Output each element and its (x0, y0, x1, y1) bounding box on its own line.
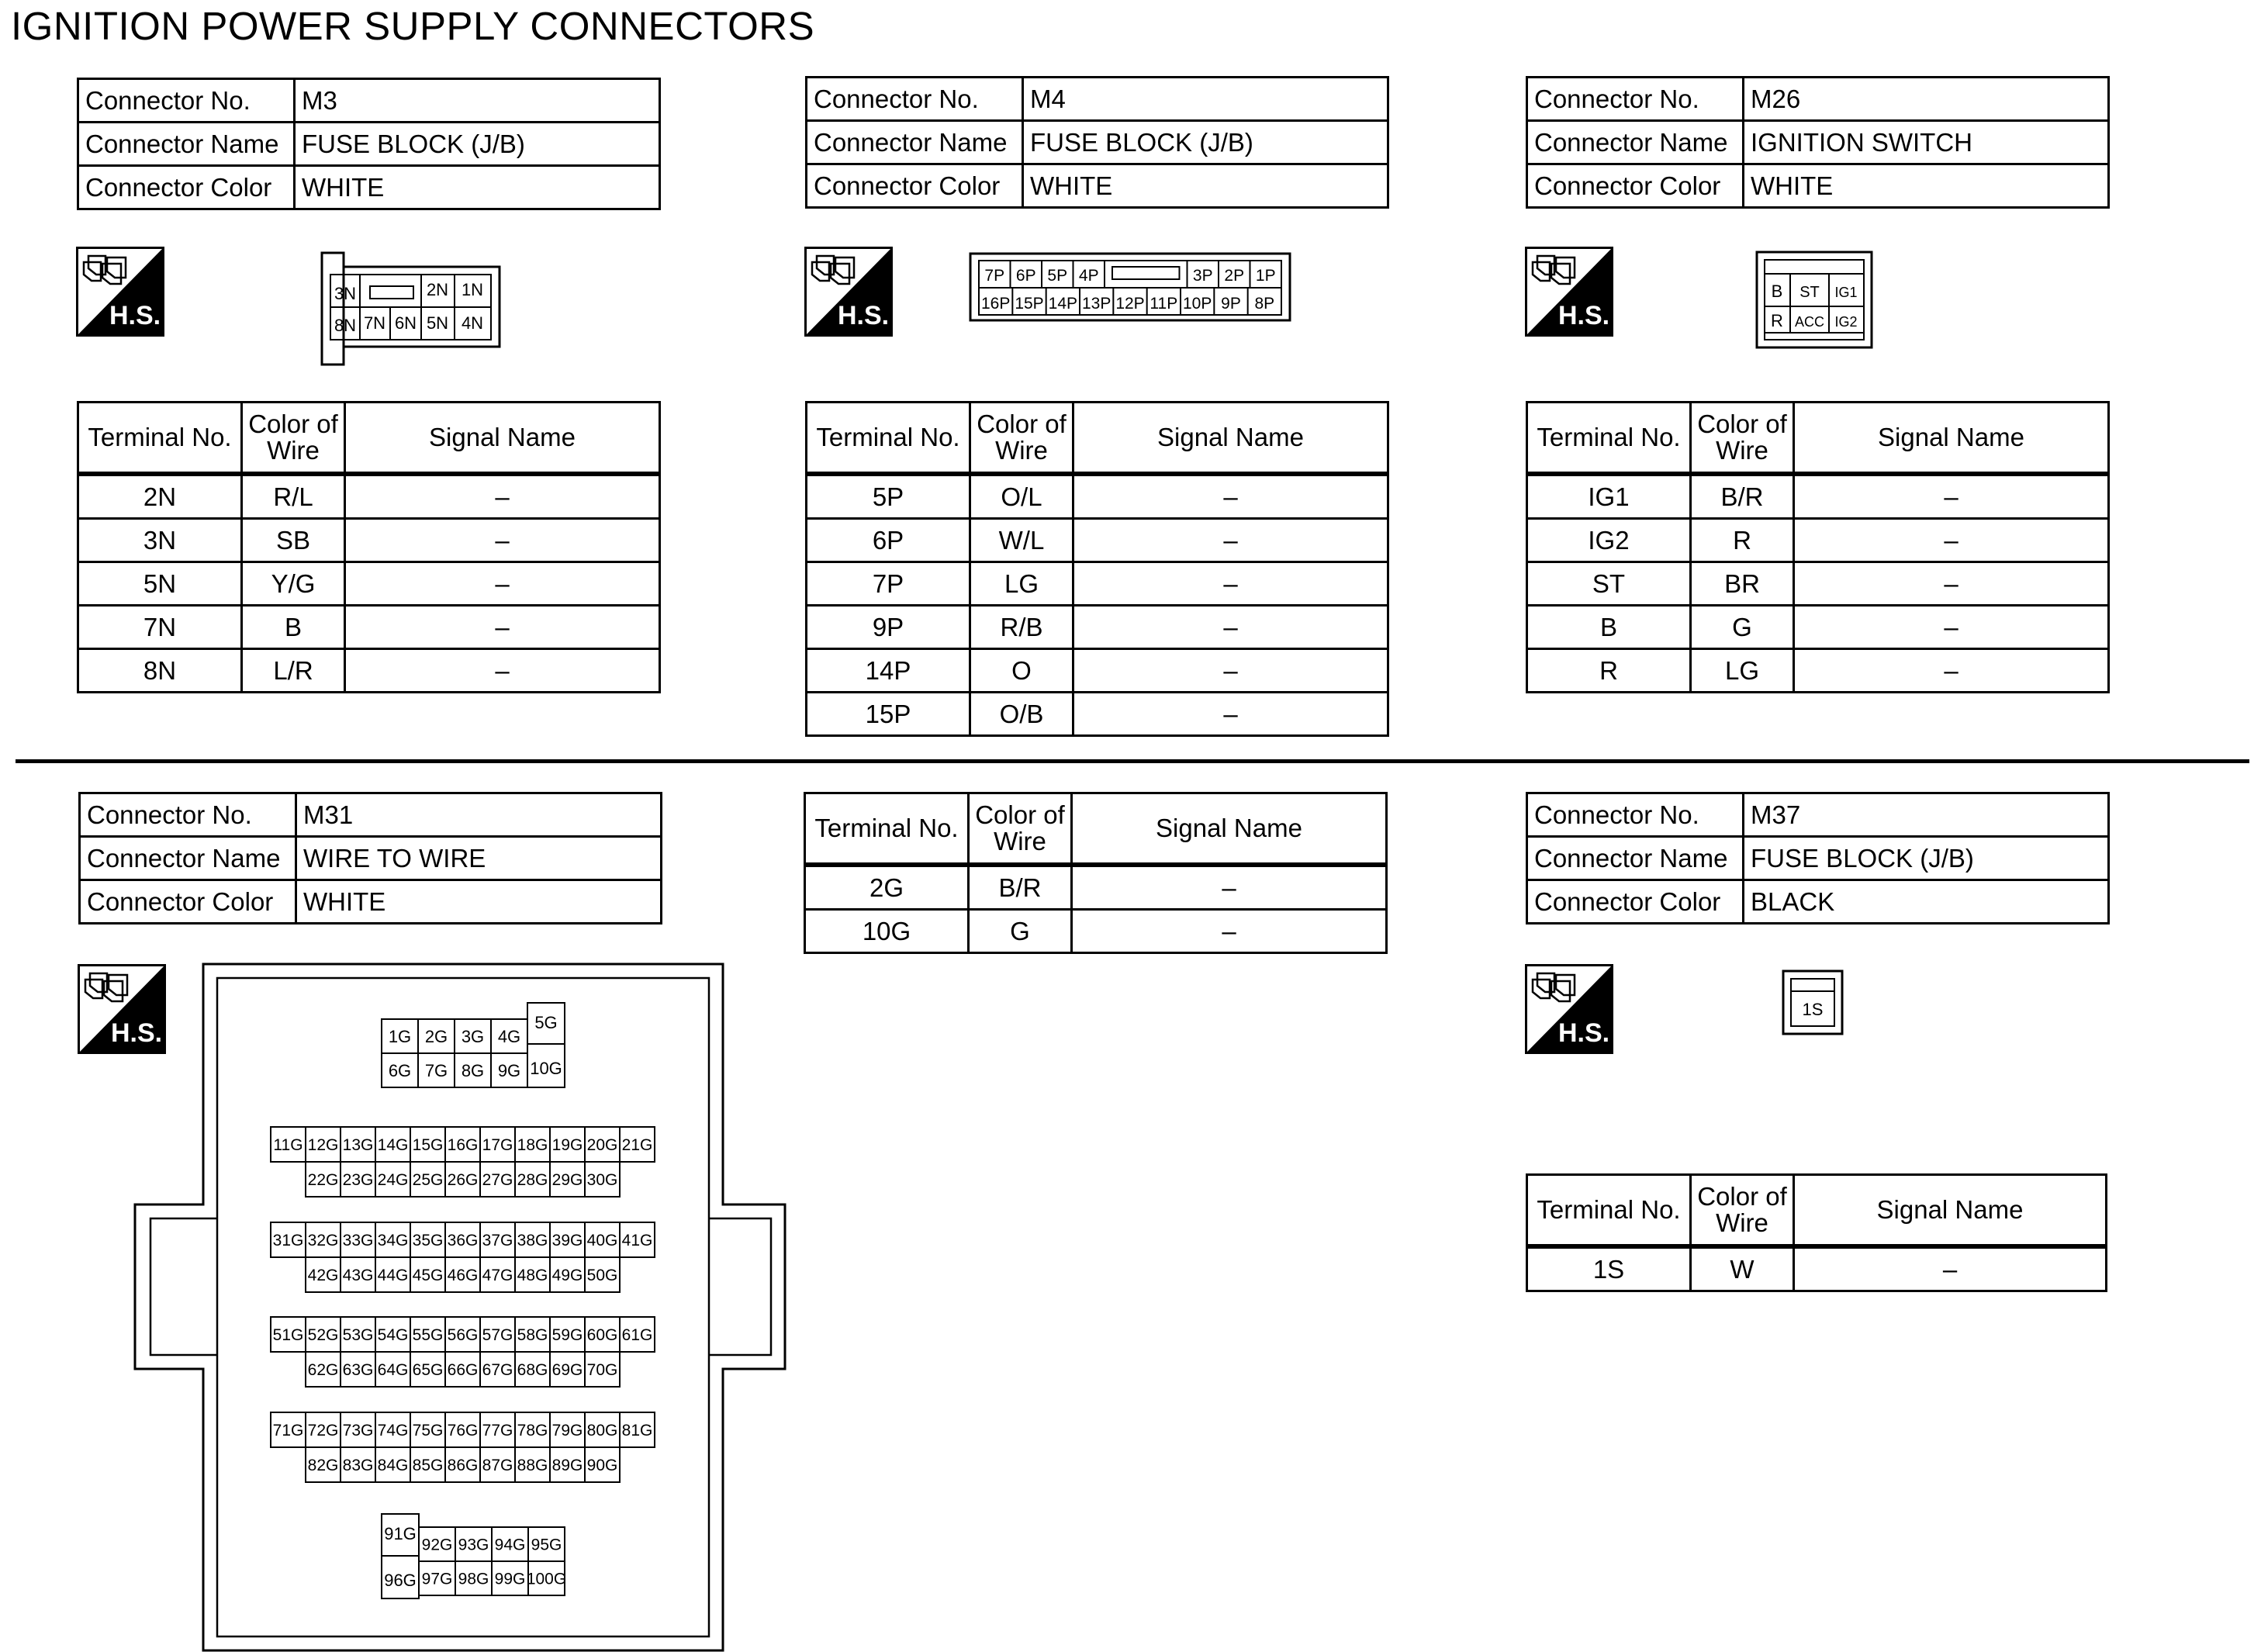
m31-face-terminal: 81G (621, 1422, 653, 1440)
signal-name-header: Signal Name (345, 403, 660, 475)
m3-face-6n: 6N (394, 313, 417, 333)
signal-name-header: Signal Name (1072, 793, 1387, 866)
hs-icon-graphic (1525, 964, 1613, 1054)
m4-face-terminal: 3P (1192, 267, 1213, 285)
m31-face-terminal: 2G (424, 1026, 448, 1046)
m31-face-terminal: 91G (384, 1524, 417, 1543)
connector-no-label: Connector No. (807, 78, 1023, 121)
hs-label: H.S. (1557, 301, 1610, 330)
terminal-no: 2G (805, 865, 969, 910)
signal-name-header: Signal Name (1794, 403, 2109, 475)
harness-side-icon (1525, 964, 1613, 1054)
hs-icon-graphic (76, 247, 164, 337)
m31-face-terminal: 80G (586, 1422, 618, 1440)
m31-face-terminal: 22G (307, 1171, 339, 1190)
m26-terminal-table (1526, 401, 2110, 693)
m31-face-terminal: 7G (424, 1060, 448, 1080)
m4-face-terminal: 9P (1221, 295, 1241, 313)
connector-no-value: M37 (1744, 793, 2109, 837)
wire-color: R/B (970, 606, 1073, 649)
wire-color: O (970, 649, 1073, 693)
wire-color: W (1691, 1246, 1794, 1291)
signal-name: – (345, 562, 660, 606)
m31-face-terminal: 17G (482, 1136, 513, 1155)
m4-connector-face (969, 252, 1291, 322)
m4-face-terminal: 1P (1255, 267, 1276, 285)
m31-face-terminal: 64G (377, 1361, 409, 1380)
m3-connector-face (320, 251, 501, 366)
wire-color: LG (970, 562, 1073, 606)
connector-color-label: Connector Color (1527, 880, 1744, 924)
m37-terminal-table (1526, 1173, 2107, 1292)
m31-face-terminal: 32G (307, 1232, 339, 1250)
m31-face-terminal: 51G (272, 1326, 304, 1345)
wire-color: B/R (969, 865, 1072, 910)
m4-face-terminal: 5P (1047, 267, 1068, 285)
hs-label: H.S. (109, 301, 161, 330)
hs-icon-graphic (1525, 247, 1613, 337)
m3-face-2n: 2N (426, 280, 449, 299)
signal-name: – (1794, 606, 2109, 649)
m31-face-terminal: 37G (482, 1232, 513, 1250)
wire-color: Y/G (242, 562, 345, 606)
connector-color-label: Connector Color (78, 166, 295, 209)
m31-face-terminal: 63G (342, 1361, 374, 1380)
terminal-no: 5N (78, 562, 242, 606)
signal-name: – (1073, 606, 1388, 649)
connector-no-value: M3 (295, 79, 660, 123)
connector-no-label: Connector No. (1527, 793, 1744, 837)
m31-face-terminal: 20G (586, 1136, 618, 1155)
m31-face-terminal: 10G (530, 1059, 562, 1078)
connector-color-label: Connector Color (80, 880, 296, 924)
m31-face-terminal: 58G (517, 1326, 548, 1345)
wire-color: R/L (242, 474, 345, 519)
m31-face-terminal: 72G (307, 1422, 339, 1440)
m26-face-ig2: IG2 (1834, 314, 1858, 330)
m31-face-terminal: 13G (342, 1136, 374, 1155)
signal-name-header: Signal Name (1073, 403, 1388, 475)
m4-terminal-table (805, 401, 1389, 737)
signal-name: – (1072, 910, 1387, 953)
connector-name-label: Connector Name (1527, 837, 1744, 880)
connector-name-label: Connector Name (78, 123, 295, 166)
m31-face-terminal: 90G (586, 1457, 618, 1475)
m31-face-terminal: 3G (461, 1026, 485, 1046)
m31-face-terminal: 47G (482, 1267, 513, 1285)
m31-face-terminal: 5G (534, 1013, 558, 1032)
terminal-no: 3N (78, 519, 242, 562)
m4-face-terminal: 16P (980, 295, 1011, 313)
color-of-wire-header: Color of Wire (1691, 403, 1794, 475)
m37-connector-face (1782, 969, 1844, 1035)
connector-color-label: Connector Color (807, 164, 1023, 208)
m31-face-terminal: 74G (377, 1422, 409, 1440)
m31-face-terminal: 85G (412, 1457, 444, 1475)
signal-name: – (1073, 649, 1388, 693)
wire-color: O/L (970, 474, 1073, 519)
m31-face-terminal: 66G (447, 1361, 479, 1380)
signal-name: – (1073, 474, 1388, 519)
m4-face-terminal: 10P (1182, 295, 1212, 313)
m31-face-terminal: 41G (621, 1232, 653, 1250)
terminal-no: ST (1527, 562, 1691, 606)
m31-info-table (78, 792, 662, 924)
signal-name: – (1073, 693, 1388, 736)
m31-face-terminal: 15G (412, 1136, 444, 1155)
wire-color: G (969, 910, 1072, 953)
connector-name-label: Connector Name (80, 837, 296, 880)
terminal-no: 15P (807, 693, 970, 736)
m31-face-terminal: 93G (458, 1536, 489, 1554)
m31-face-terminal: 23G (342, 1171, 374, 1190)
hs-label: H.S. (837, 301, 890, 330)
m31-face-terminal: 83G (342, 1457, 374, 1475)
signal-name: – (345, 649, 660, 693)
m3-face-3n: 3N (334, 284, 357, 303)
m31-face-terminal: 45G (412, 1267, 444, 1285)
m31-face-terminal: 8G (461, 1060, 485, 1080)
signal-name-header: Signal Name (1794, 1175, 2107, 1247)
m31-face-terminal: 98G (458, 1570, 489, 1588)
m31-face-terminal: 78G (517, 1422, 548, 1440)
m31-face-terminal: 73G (342, 1422, 374, 1440)
m31-face-terminal: 87G (482, 1457, 513, 1475)
m3-face-4n: 4N (461, 313, 484, 333)
signal-name: – (1794, 1246, 2107, 1291)
m31-face-terminal: 36G (447, 1232, 479, 1250)
terminal-no-header: Terminal No. (78, 403, 242, 475)
m31-face-terminal: 96G (384, 1571, 417, 1590)
m3-terminal-table (77, 401, 661, 693)
m31-face-terminal: 11G (273, 1136, 303, 1155)
connector-color-value: WHITE (295, 166, 660, 209)
m26-connector-face (1755, 251, 1873, 349)
connector-name-value: IGNITION SWITCH (1744, 121, 2109, 164)
m4-face-terminal: 4P (1078, 267, 1099, 285)
m31-face-terminal: 75G (412, 1422, 444, 1440)
m31-face-terminal: 40G (586, 1232, 618, 1250)
m31-face-terminal: 18G (517, 1136, 548, 1155)
wire-color: R (1691, 519, 1794, 562)
m31-face-terminal: 94G (494, 1536, 526, 1554)
m26-face-r: R (1771, 311, 1783, 330)
wire-color: O/B (970, 693, 1073, 736)
terminal-no: 8N (78, 649, 242, 693)
m31-face-terminal: 89G (551, 1457, 583, 1475)
harness-side-icon (1525, 247, 1613, 337)
color-of-wire-header: Color of Wire (970, 403, 1073, 475)
m4-face-terminal: 2P (1224, 267, 1245, 285)
connector-color-value: WHITE (296, 880, 662, 924)
connector-color-value: WHITE (1744, 164, 2109, 208)
connector-name-value: FUSE BLOCK (J/B) (1744, 837, 2109, 880)
section-divider (16, 759, 2249, 763)
connector-no-value: M4 (1023, 78, 1388, 121)
wire-color: LG (1691, 649, 1794, 693)
terminal-no: 6P (807, 519, 970, 562)
m31-face-terminal: 1G (388, 1026, 412, 1046)
terminal-no: IG2 (1527, 519, 1691, 562)
m31-face-terminal: 24G (377, 1171, 409, 1190)
m4-face-terminal: 14P (1048, 295, 1078, 313)
m31-face-terminal: 46G (447, 1267, 479, 1285)
connector-name-label: Connector Name (1527, 121, 1744, 164)
m26-face-acc: ACC (1794, 314, 1825, 330)
m31-face-terminal: 16G (447, 1136, 479, 1155)
m31-face-terminal: 59G (551, 1326, 583, 1345)
signal-name: – (1073, 519, 1388, 562)
m4-face-terminal: 13P (1081, 295, 1111, 313)
connector-color-label: Connector Color (1527, 164, 1744, 208)
m3-info-table (77, 78, 661, 210)
m4-face-terminal: 15P (1015, 295, 1044, 313)
m31-face-terminal: 54G (377, 1326, 409, 1345)
m31-face-terminal: 53G (342, 1326, 374, 1345)
m4-face-terminal: 8P (1254, 295, 1275, 313)
m4-face-terminal: 12P (1115, 295, 1145, 313)
m31-face-terminal: 65G (412, 1361, 444, 1380)
m31-face-terminal: 70G (586, 1361, 618, 1380)
m31-face-terminal: 56G (447, 1326, 479, 1345)
color-of-wire-header: Color of Wire (242, 403, 345, 475)
wire-color: W/L (970, 519, 1073, 562)
m31-face-terminal: 95G (531, 1536, 562, 1554)
hs-label: H.S. (1557, 1018, 1610, 1048)
signal-name: – (1794, 562, 2109, 606)
m31-face-terminal: 62G (307, 1361, 339, 1380)
terminal-no: 9P (807, 606, 970, 649)
m31-face-terminal: 48G (517, 1267, 548, 1285)
connector-no-label: Connector No. (78, 79, 295, 123)
m3-face-5n: 5N (426, 313, 449, 333)
terminal-no: B (1527, 606, 1691, 649)
m31-face-terminal: 52G (307, 1326, 339, 1345)
signal-name: – (1794, 649, 2109, 693)
m31-face-terminal: 31G (272, 1232, 304, 1250)
m31-face-terminal: 33G (342, 1232, 374, 1250)
m31-face-terminal: 79G (551, 1422, 583, 1440)
m31-face-terminal: 61G (621, 1326, 653, 1345)
hs-icon-graphic (804, 247, 893, 337)
m31-face-terminal: 84G (377, 1457, 409, 1475)
page-title: IGNITION POWER SUPPLY CONNECTORS (11, 4, 815, 48)
connector-color-value: BLACK (1744, 880, 2109, 924)
harness-side-icon (804, 247, 893, 337)
m31-face-terminal: 34G (377, 1232, 409, 1250)
m31-face-terminal: 57G (482, 1326, 513, 1345)
terminal-no: 5P (807, 474, 970, 519)
m3-face-1n: 1N (461, 280, 484, 299)
m31-face-terminal: 77G (482, 1422, 513, 1440)
m26-face-st: ST (1799, 284, 1820, 301)
m31-face-terminal: 21G (621, 1136, 653, 1155)
m37-face-1s: 1S (1802, 1000, 1824, 1019)
m31-face-terminal: 19G (551, 1136, 583, 1155)
terminal-no: R (1527, 649, 1691, 693)
m31-face-terminal: 38G (517, 1232, 548, 1250)
m31-face-terminal: 29G (551, 1171, 583, 1190)
m31-terminal-table (804, 792, 1388, 954)
m31-face-terminal: 43G (342, 1267, 374, 1285)
m31-face-terminal: 97G (421, 1570, 453, 1588)
m31-face-terminal: 26G (447, 1171, 479, 1190)
terminal-no: 7P (807, 562, 970, 606)
m31-face-terminal: 28G (517, 1171, 548, 1190)
m4-face-terminal: 6P (1015, 267, 1036, 285)
signal-name: – (1794, 474, 2109, 519)
wire-color: B/R (1691, 474, 1794, 519)
terminal-no: 7N (78, 606, 242, 649)
m31-face-terminal: 76G (447, 1422, 479, 1440)
m31-face-terminal: 55G (412, 1326, 444, 1345)
m31-face-terminal: 69G (551, 1361, 583, 1380)
signal-name: – (1073, 562, 1388, 606)
m31-face-terminal: 4G (497, 1026, 521, 1046)
wire-color: B (242, 606, 345, 649)
wire-color: L/R (242, 649, 345, 693)
m31-face-terminal: 42G (307, 1267, 339, 1285)
m26-face-ig1: IG1 (1834, 285, 1858, 300)
m31-face-terminal: 9G (497, 1060, 521, 1080)
wire-color: G (1691, 606, 1794, 649)
m31-face-terminal: 44G (377, 1267, 409, 1285)
signal-name: – (345, 474, 660, 519)
m31-face-terminal: 50G (586, 1267, 618, 1285)
connector-name-label: Connector Name (807, 121, 1023, 164)
m31-connector-face (133, 963, 789, 1652)
m31-face-terminal: 86G (447, 1457, 479, 1475)
connector-color-value: WHITE (1023, 164, 1388, 208)
m31-face-terminal: 14G (377, 1136, 409, 1155)
terminal-no: 1S (1527, 1246, 1691, 1291)
hs-label: H.S. (110, 1018, 163, 1048)
m31-face-terminal: 67G (482, 1361, 513, 1380)
connector-name-value: FUSE BLOCK (J/B) (295, 123, 660, 166)
wire-color: SB (242, 519, 345, 562)
terminal-no-header: Terminal No. (807, 403, 970, 475)
m31-face-terminal: 6G (388, 1060, 412, 1080)
connector-no-value: M26 (1744, 78, 2109, 121)
terminal-no: IG1 (1527, 474, 1691, 519)
terminal-no: 14P (807, 649, 970, 693)
m31-face-terminal: 68G (517, 1361, 548, 1380)
m3-face-8n: 8N (334, 316, 357, 335)
wire-color: BR (1691, 562, 1794, 606)
m31-face-terminal: 25G (412, 1171, 444, 1190)
connector-no-label: Connector No. (1527, 78, 1744, 121)
signal-name: – (345, 519, 660, 562)
color-of-wire-header: Color of Wire (1691, 1175, 1794, 1247)
m31-face-terminal: 82G (307, 1457, 339, 1475)
m4-face-terminal: 7P (984, 267, 1005, 285)
m31-face-terminal: 99G (494, 1570, 526, 1588)
m31-face-terminal: 60G (586, 1326, 618, 1345)
m31-face-terminal: 12G (307, 1136, 339, 1155)
terminal-no: 10G (805, 910, 969, 953)
terminal-no-header: Terminal No. (1527, 1175, 1691, 1247)
m31-face-terminal: 92G (421, 1536, 453, 1554)
m31-face-terminal: 100G (526, 1570, 567, 1588)
m37-info-table (1526, 792, 2110, 924)
terminal-no-header: Terminal No. (1527, 403, 1691, 475)
signal-name: – (345, 606, 660, 649)
m26-info-table (1526, 76, 2110, 209)
m4-face-terminal: 11P (1150, 295, 1178, 313)
color-of-wire-header: Color of Wire (969, 793, 1072, 866)
m3-face-7n: 7N (363, 313, 386, 333)
m4-info-table (805, 76, 1389, 209)
signal-name: – (1072, 865, 1387, 910)
terminal-no: 2N (78, 474, 242, 519)
connector-name-value: FUSE BLOCK (J/B) (1023, 121, 1388, 164)
m31-face-terminal: 71G (272, 1422, 304, 1440)
m31-face-terminal: 88G (517, 1457, 548, 1475)
terminal-no-header: Terminal No. (805, 793, 969, 866)
connector-no-label: Connector No. (80, 793, 296, 837)
m26-face-b: B (1771, 282, 1783, 301)
signal-name: – (1794, 519, 2109, 562)
m31-face-terminal: 39G (551, 1232, 583, 1250)
m31-face-terminal: 30G (586, 1171, 618, 1190)
connector-name-value: WIRE TO WIRE (296, 837, 662, 880)
harness-side-icon (76, 247, 164, 337)
m31-face-terminal: 35G (412, 1232, 444, 1250)
m31-face-terminal: 49G (551, 1267, 583, 1285)
connector-no-value: M31 (296, 793, 662, 837)
m31-face-terminal: 27G (482, 1171, 513, 1190)
